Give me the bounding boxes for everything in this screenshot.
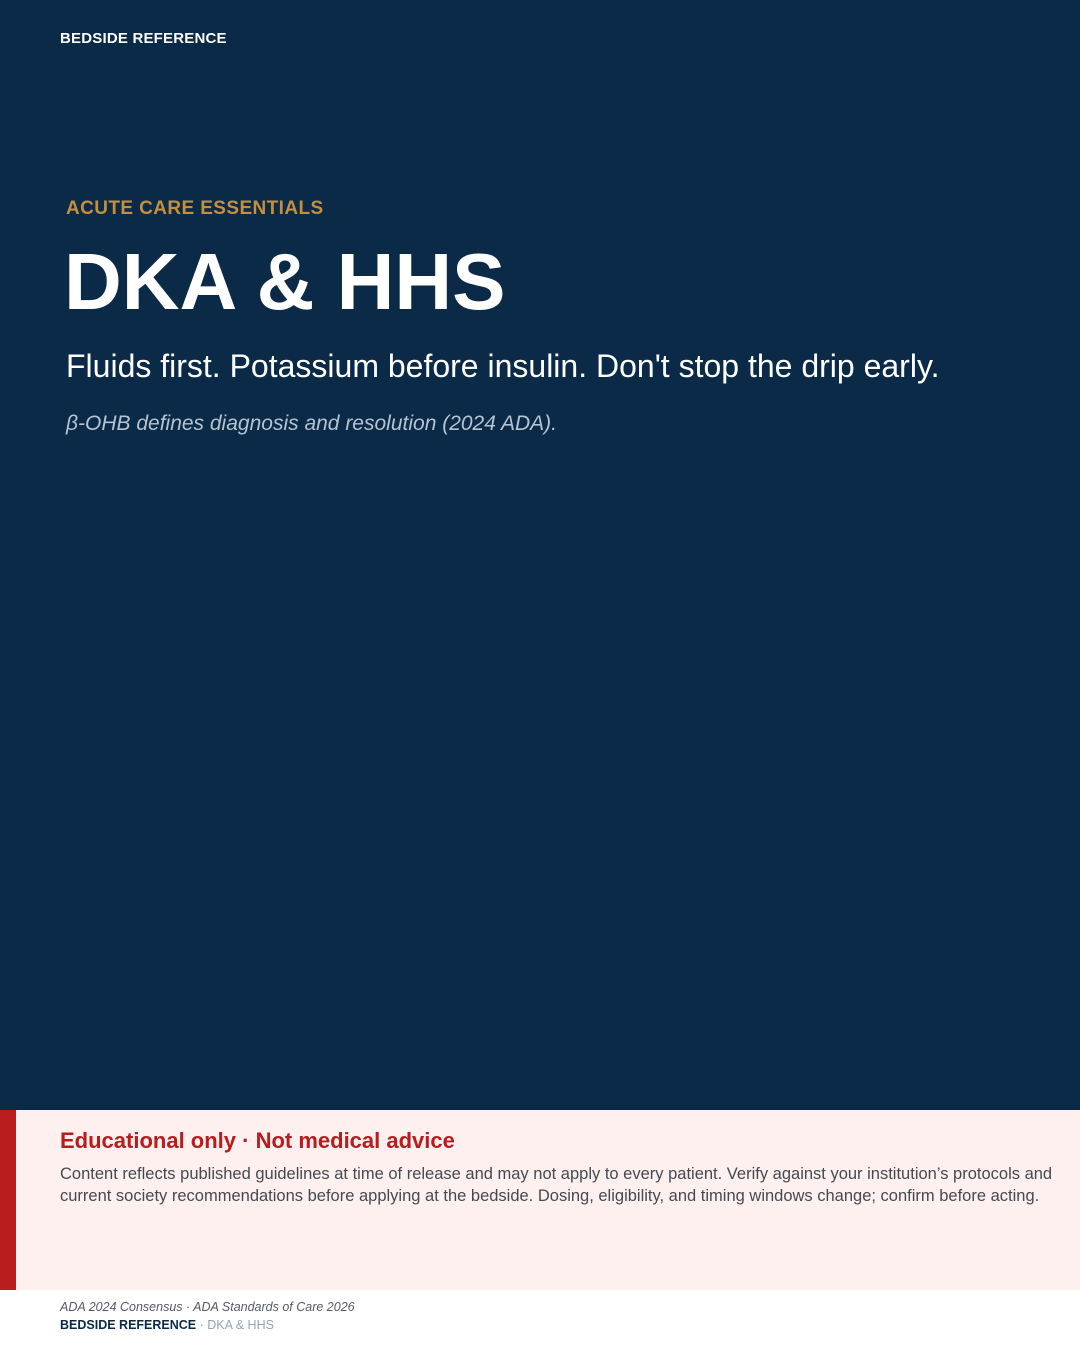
page-subtitle: Fluids first. Potassium before insulin. Don't stop the drip early. (66, 348, 940, 384)
footer-sources: ADA 2024 Consensus · ADA Standards of Care 2026 (60, 1300, 355, 1314)
guideline-note: β-OHB defines diagnosis and resolution (2024 ADA). (66, 412, 557, 435)
brand-label: BEDSIDE REFERENCE (60, 30, 227, 47)
disclaimer-accent-bar (0, 1110, 16, 1290)
footer-line (60, 1318, 274, 1332)
footer-topic: DKA & HHS (207, 1318, 274, 1332)
page-title: DKA & HHS (64, 237, 506, 326)
disclaimer-box (0, 1110, 1080, 1290)
disclaimer-title: Educational only · Not medical advice (60, 1128, 455, 1153)
disclaimer-body: Content reflects published guidelines at time of release and may not apply to every patient. Verify against your institution’s protocols and current society recommendations before applying at the bedside. Dosing, eligibility, and timing windows change; confirm before acting. (60, 1165, 1053, 1205)
footer-brand: BEDSIDE REFERENCE (60, 1318, 197, 1332)
kicker-label: ACUTE CARE ESSENTIALS (66, 198, 324, 219)
footer-separator: · (196, 1318, 208, 1332)
